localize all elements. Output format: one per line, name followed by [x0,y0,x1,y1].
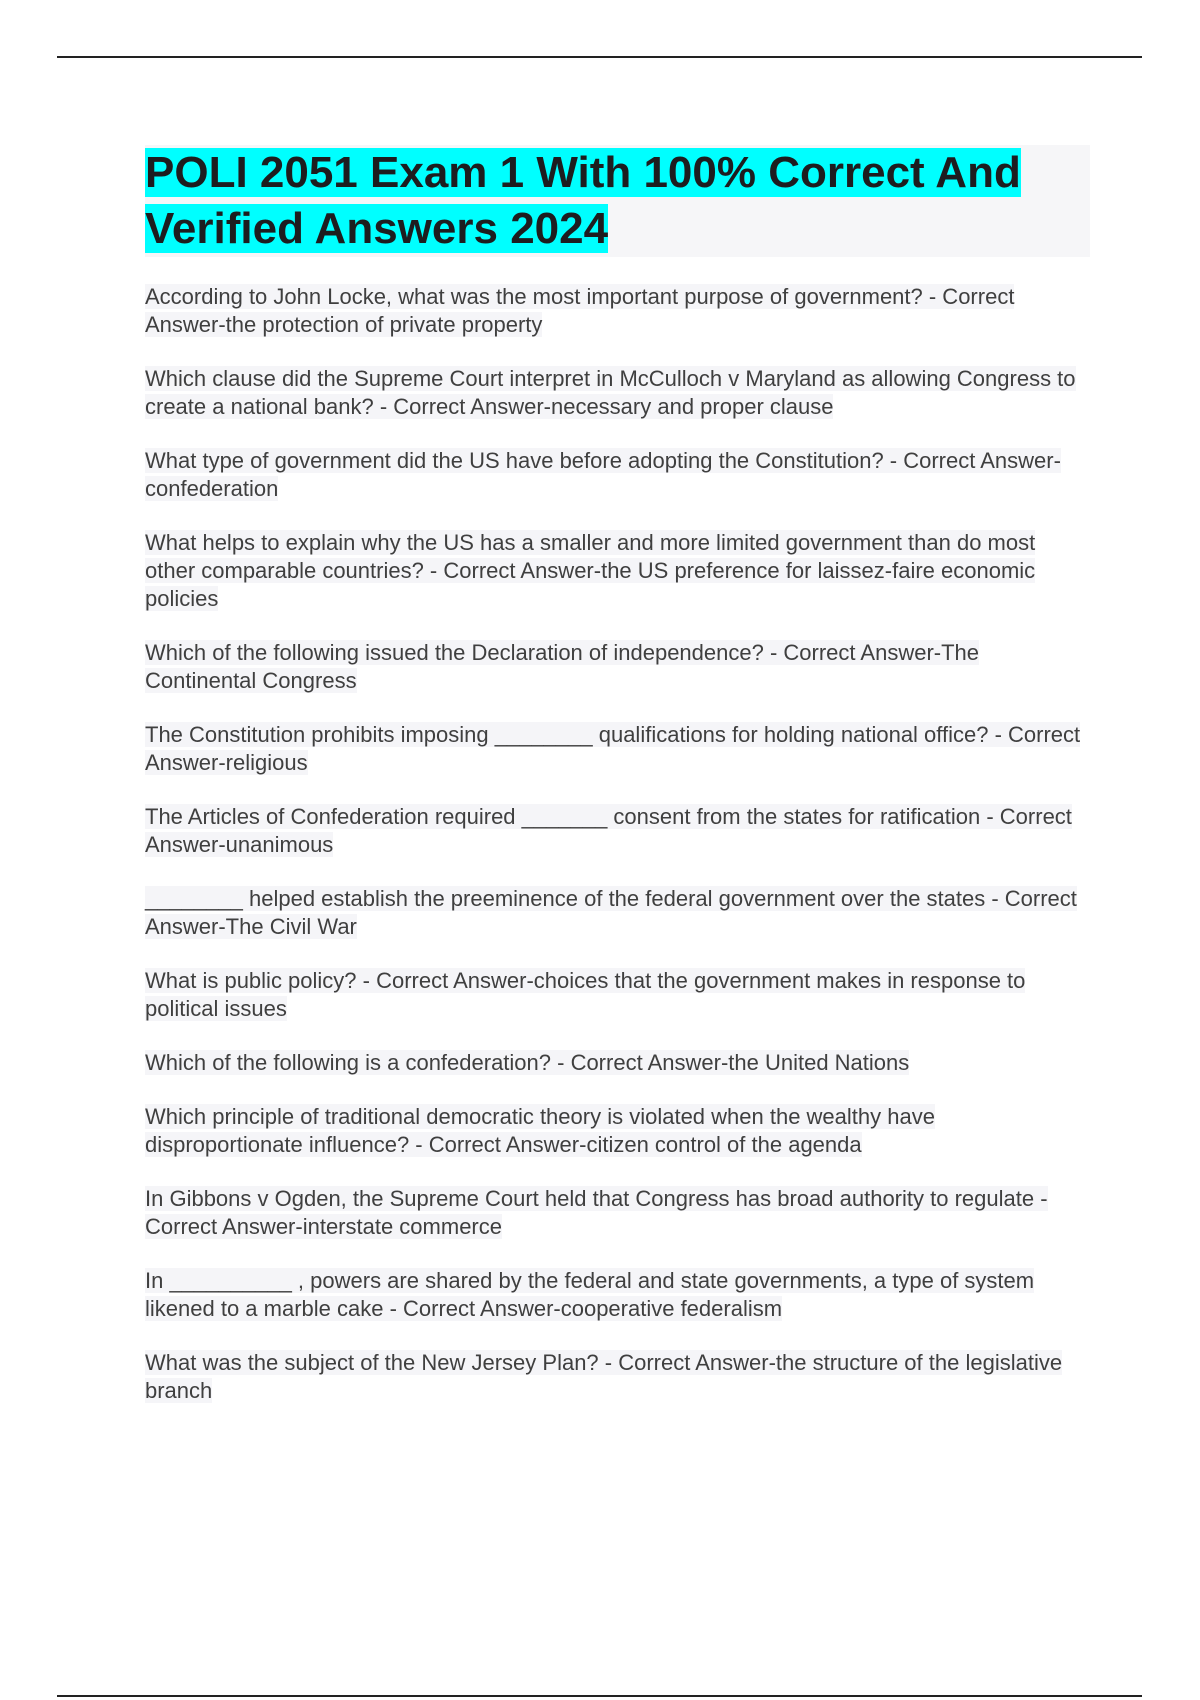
qa-text: What is public policy? - Correct Answer-choices that the government makes in response to political issues [145,968,1026,1021]
qa-item [145,1049,1090,1077]
qa-item [145,639,1090,695]
qa-text: Which clause did the Supreme Court interpret in McCulloch v Maryland as allowing Congress to create a national bank? - Correct Answer-necessary and proper clause [145,366,1076,419]
qa-item [145,967,1090,1023]
qa-text: Which principle of traditional democratic theory is violated when the wealthy have disproportionate influence? - Correct Answer-citizen control of the agenda [145,1104,935,1157]
qa-item [145,803,1090,859]
qa-text: Which of the following issued the Declaration of independence? - Correct Answer-The Continental Congress [145,640,980,693]
qa-list [145,283,1090,1405]
document-title [145,145,1090,257]
qa-item [145,1267,1090,1323]
qa-text: In Gibbons v Ogden, the Supreme Court held that Congress has broad authority to regulate - Correct Answer-interstate commerce [145,1186,1048,1239]
qa-item [145,1103,1090,1159]
qa-item [145,1349,1090,1405]
qa-text: According to John Locke, what was the most important purpose of government? - Correct Answer-the protection of private property [145,284,1015,337]
qa-item [145,447,1090,503]
qa-text: The Constitution prohibits imposing ________ qualifications for holding national office? - Correct Answer-religious [145,722,1081,775]
title-highlight: POLI 2051 Exam 1 With 100% Correct And Verified Answers 2024 [145,148,1021,253]
qa-text: The Articles of Confederation required _______ consent from the states for ratification - Correct Answer-unanimous [145,804,1072,857]
qa-text: ________ helped establish the preeminence of the federal government over the states - Correct Answer-The Civil War [145,886,1077,939]
top-rule [57,56,1142,58]
qa-text: What helps to explain why the US has a smaller and more limited government than do most other comparable countries? - Correct Answer-the US preference for laissez-faire economic policies [145,530,1036,611]
qa-item [145,885,1090,941]
qa-text: What was the subject of the New Jersey Plan? - Correct Answer-the structure of the legislative branch [145,1350,1063,1403]
title-block [145,145,1090,257]
bottom-rule [57,1695,1142,1697]
qa-item [145,721,1090,777]
qa-item [145,529,1090,613]
qa-text: What type of government did the US have before adopting the Constitution? - Correct Answer-confederation [145,448,1061,501]
qa-text: In __________ , powers are shared by the federal and state governments, a type of system likened to a marble cake - Correct Answer-cooperative federalism [145,1268,1035,1321]
qa-text: Which of the following is a confederation? - Correct Answer-the United Nations [145,1050,910,1075]
qa-item [145,283,1090,339]
qa-item [145,365,1090,421]
qa-item [145,1185,1090,1241]
document-body [145,145,1090,1431]
